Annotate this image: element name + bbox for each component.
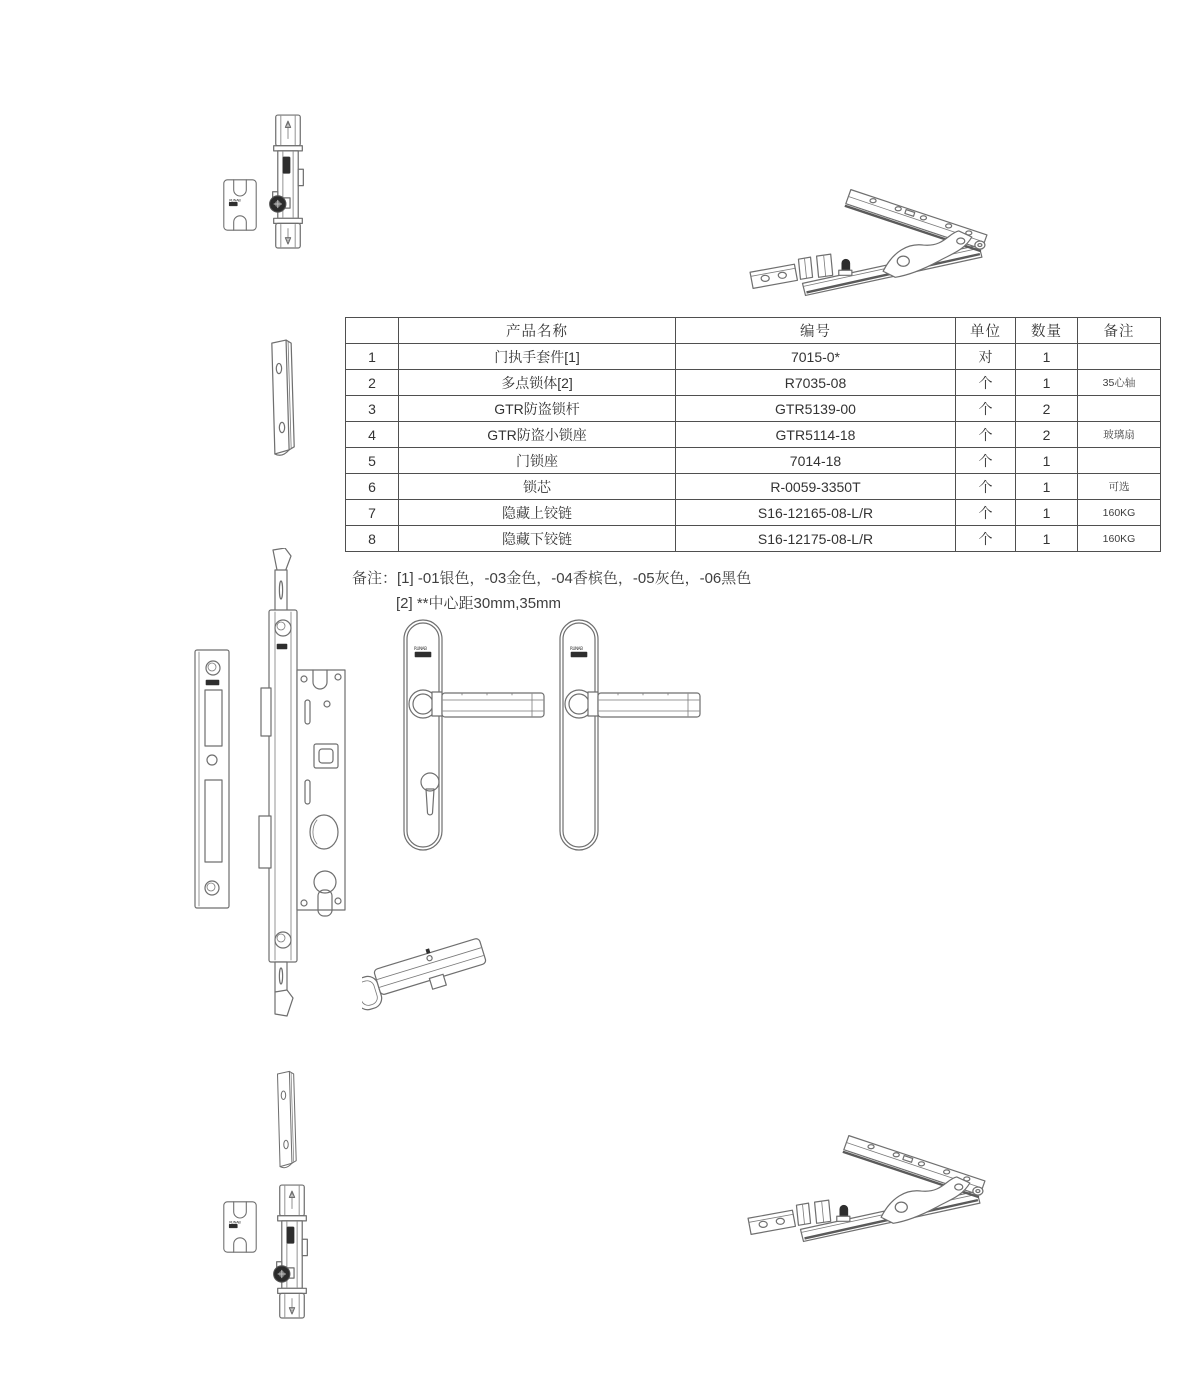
table-row [346,396,1161,422]
table-row [346,448,1161,474]
footnote-label: 备注： [352,570,398,587]
col-header-no [346,318,399,344]
drawing-keeper-bottom [224,1202,256,1252]
cell-name: 多点锁体[2] [399,370,676,396]
cell-no: 2 [346,370,399,396]
cell-unit: 个 [956,396,1016,422]
cell-code: 7015-0* [676,344,956,370]
cell-code: GTR5114-18 [676,422,956,448]
cell-no: 6 [346,474,399,500]
drawing-lock-cylinder [349,934,490,1012]
cell-note [1078,396,1161,422]
drawing-hinge-bottom [748,1136,985,1242]
cell-note: 35心轴 [1078,370,1161,396]
drawing-keeper-top [224,180,256,230]
drawing-lock-rod-bottom [274,1185,308,1318]
cell-qty: 1 [1016,344,1078,370]
drawing-multipoint-lock-body [195,548,345,1016]
col-header-code: 编号 [676,318,956,344]
cell-name: 隐藏下铰链 [399,526,676,552]
cell-code: S16-12175-08-L/R [676,526,956,552]
cell-qty: 2 [1016,422,1078,448]
drawing-keeper-strip-mid [272,340,294,455]
col-header-note: 备注 [1078,318,1161,344]
cell-no: 5 [346,448,399,474]
cell-qty: 1 [1016,500,1078,526]
cell-code: 7014-18 [676,448,956,474]
cell-no: 3 [346,396,399,422]
cell-name: 锁芯 [399,474,676,500]
table-header-row [346,318,1161,344]
cell-code: S16-12165-08-L/R [676,500,956,526]
drawing-handle-right [560,620,700,850]
footnotes [352,566,751,616]
cell-unit: 个 [956,474,1016,500]
col-header-name: 产品名称 [399,318,676,344]
cell-note [1078,344,1161,370]
table-row [346,474,1161,500]
cell-qty: 1 [1016,448,1078,474]
cell-code: R7035-08 [676,370,956,396]
cell-no: 7 [346,500,399,526]
drawing-handle-left [404,620,544,850]
cell-unit: 个 [956,448,1016,474]
parts-table [345,317,1161,552]
footnote-line-2: [2] **中心距30mm,35mm [396,595,562,612]
cell-name: GTR防盗小锁座 [399,422,676,448]
footnote-line-1: 备注：[1] -01银色，-03金色，-04香槟色，-05灰色，-06黑色 [352,570,752,587]
cell-no: 4 [346,422,399,448]
table-row [346,500,1161,526]
cell-unit: 个 [956,370,1016,396]
drawing-lock-rod-top [270,115,304,248]
cell-note: 可选 [1078,474,1161,500]
cell-note [1078,448,1161,474]
drawing-hinge-top [750,190,987,296]
table-row [346,370,1161,396]
table-row [346,344,1161,370]
cell-name: 隐藏上铰链 [399,500,676,526]
table-row [346,526,1161,552]
cell-code: R-0059-3350T [676,474,956,500]
cell-qty: 1 [1016,526,1078,552]
cell-unit: 个 [956,526,1016,552]
cell-note: 玻璃扇 [1078,422,1161,448]
cell-no: 1 [346,344,399,370]
cell-note: 160KG [1078,526,1161,552]
col-header-qty: 数量 [1016,318,1078,344]
drawing-keeper-strip-bottom [278,1071,297,1167]
cell-unit: 对 [956,344,1016,370]
cell-name: 门执手套件[1] [399,344,676,370]
cell-unit: 个 [956,500,1016,526]
cell-qty: 1 [1016,370,1078,396]
table-row [346,422,1161,448]
cell-unit: 个 [956,422,1016,448]
cell-code: GTR5139-00 [676,396,956,422]
cell-qty: 1 [1016,474,1078,500]
cell-qty: 2 [1016,396,1078,422]
cell-name: GTR防盗锁杆 [399,396,676,422]
cell-name: 门锁座 [399,448,676,474]
col-header-unit: 单位 [956,318,1016,344]
cell-no: 8 [346,526,399,552]
cell-note: 160KG [1078,500,1161,526]
